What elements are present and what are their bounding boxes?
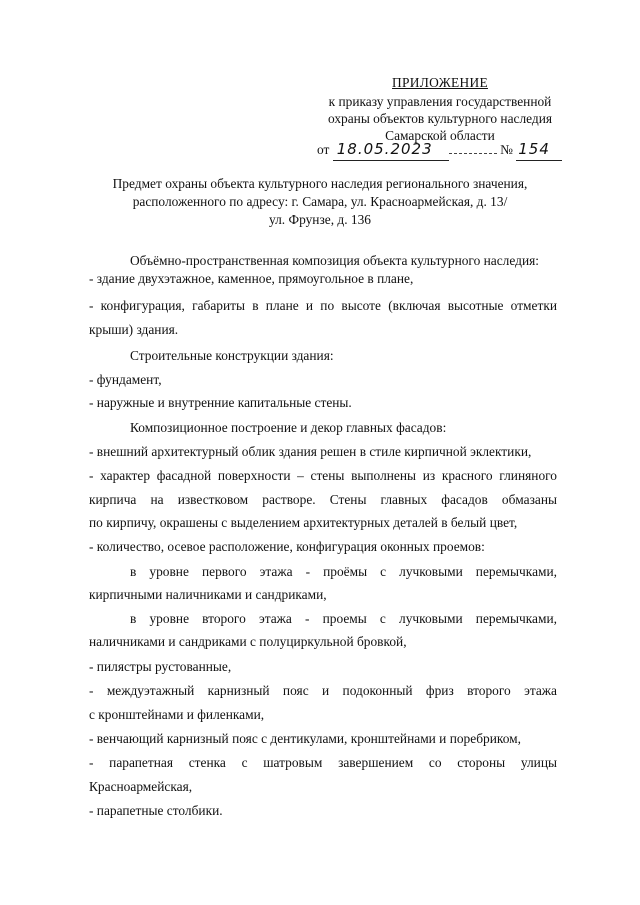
section-heading-facades: Композиционное построение и декор главных фасадов:: [130, 420, 447, 435]
body-line: кирпича на известковом растворе. Стены главных фасадов обмазаны: [89, 492, 557, 507]
body-line: - количество, осевое расположение, конфигурация оконных проемов:: [89, 539, 485, 554]
header-line-3: Самарской области: [385, 128, 495, 143]
body-line: - пилястры рустованные,: [89, 659, 232, 674]
body-line: крыши) здания.: [89, 322, 179, 337]
header-line-2: охраны объектов культурного наследия: [327, 111, 553, 126]
body-line: - парапетная стенка с шатровым завершением со стороны улицы: [89, 755, 557, 770]
body-line: Красноармейская,: [89, 779, 193, 794]
date-field: [333, 139, 449, 161]
body-line: по кирпичу, окрашены с выделением архитектурных деталей в белый цвет,: [89, 515, 518, 530]
body-line: - венчающий карнизный пояс с дентикулами, кронштейнами и поребриком,: [89, 731, 521, 746]
body-line: - конфигурация, габариты в плане и по высоте (включая высотные отметки: [89, 298, 557, 313]
number-field: [516, 139, 562, 161]
body-line: - фундамент,: [89, 372, 162, 387]
body-line: в уровне второго этажа - проемы с лучковыми перемычками,: [130, 611, 557, 626]
body-line: кирпичными наличниками и сандриками,: [89, 587, 327, 602]
body-line: в уровне первого этажа - проёмы с лучковыми перемычками,: [130, 564, 557, 579]
header-line-1: к приказу управления государственной: [328, 94, 552, 109]
body-line: - характер фасадной поверхности – стены выполнены из красного глиняного: [89, 468, 557, 483]
body-line: - парапетные столбики.: [89, 803, 223, 818]
date-underline-gap: [449, 139, 497, 154]
body-line: - внешний архитектурный облик здания решен в стиле кирпичной эклектики,: [89, 444, 532, 459]
body-line: с кронштейнами и филенками,: [89, 707, 265, 722]
handwritten-number: 154: [518, 140, 550, 158]
body-line: - здание двухэтажное, каменное, прямоугольное в плане,: [89, 271, 414, 286]
section-heading-volume: Объёмно-пространственная композиция объекта культурного наследия:: [130, 253, 539, 268]
section-heading-structures: Строительные конструкции здания:: [130, 348, 334, 363]
subject-line-2: расположенного по адресу: г. Самара, ул. Красноармейская, д. 13/: [132, 194, 508, 209]
date-prefix: от: [317, 142, 330, 157]
date-number-line: [317, 139, 562, 161]
subject-line-1: Предмет охраны объекта культурного наследия регионального значения,: [112, 176, 528, 191]
subject-line-3: ул. Фрунзе, д. 136: [269, 212, 371, 227]
body-line: - междуэтажный карнизный пояс и подоконный фриз второго этажа: [89, 683, 557, 698]
appendix-title: ПРИЛОЖЕНИЕ: [392, 75, 488, 90]
handwritten-date: 18.05.2023: [336, 140, 433, 158]
body-line: наличниками и сандриками с полуциркульной бровкой,: [89, 634, 407, 649]
number-prefix: №: [500, 142, 513, 157]
body-line: - наружные и внутренние капитальные стены.: [89, 395, 352, 410]
